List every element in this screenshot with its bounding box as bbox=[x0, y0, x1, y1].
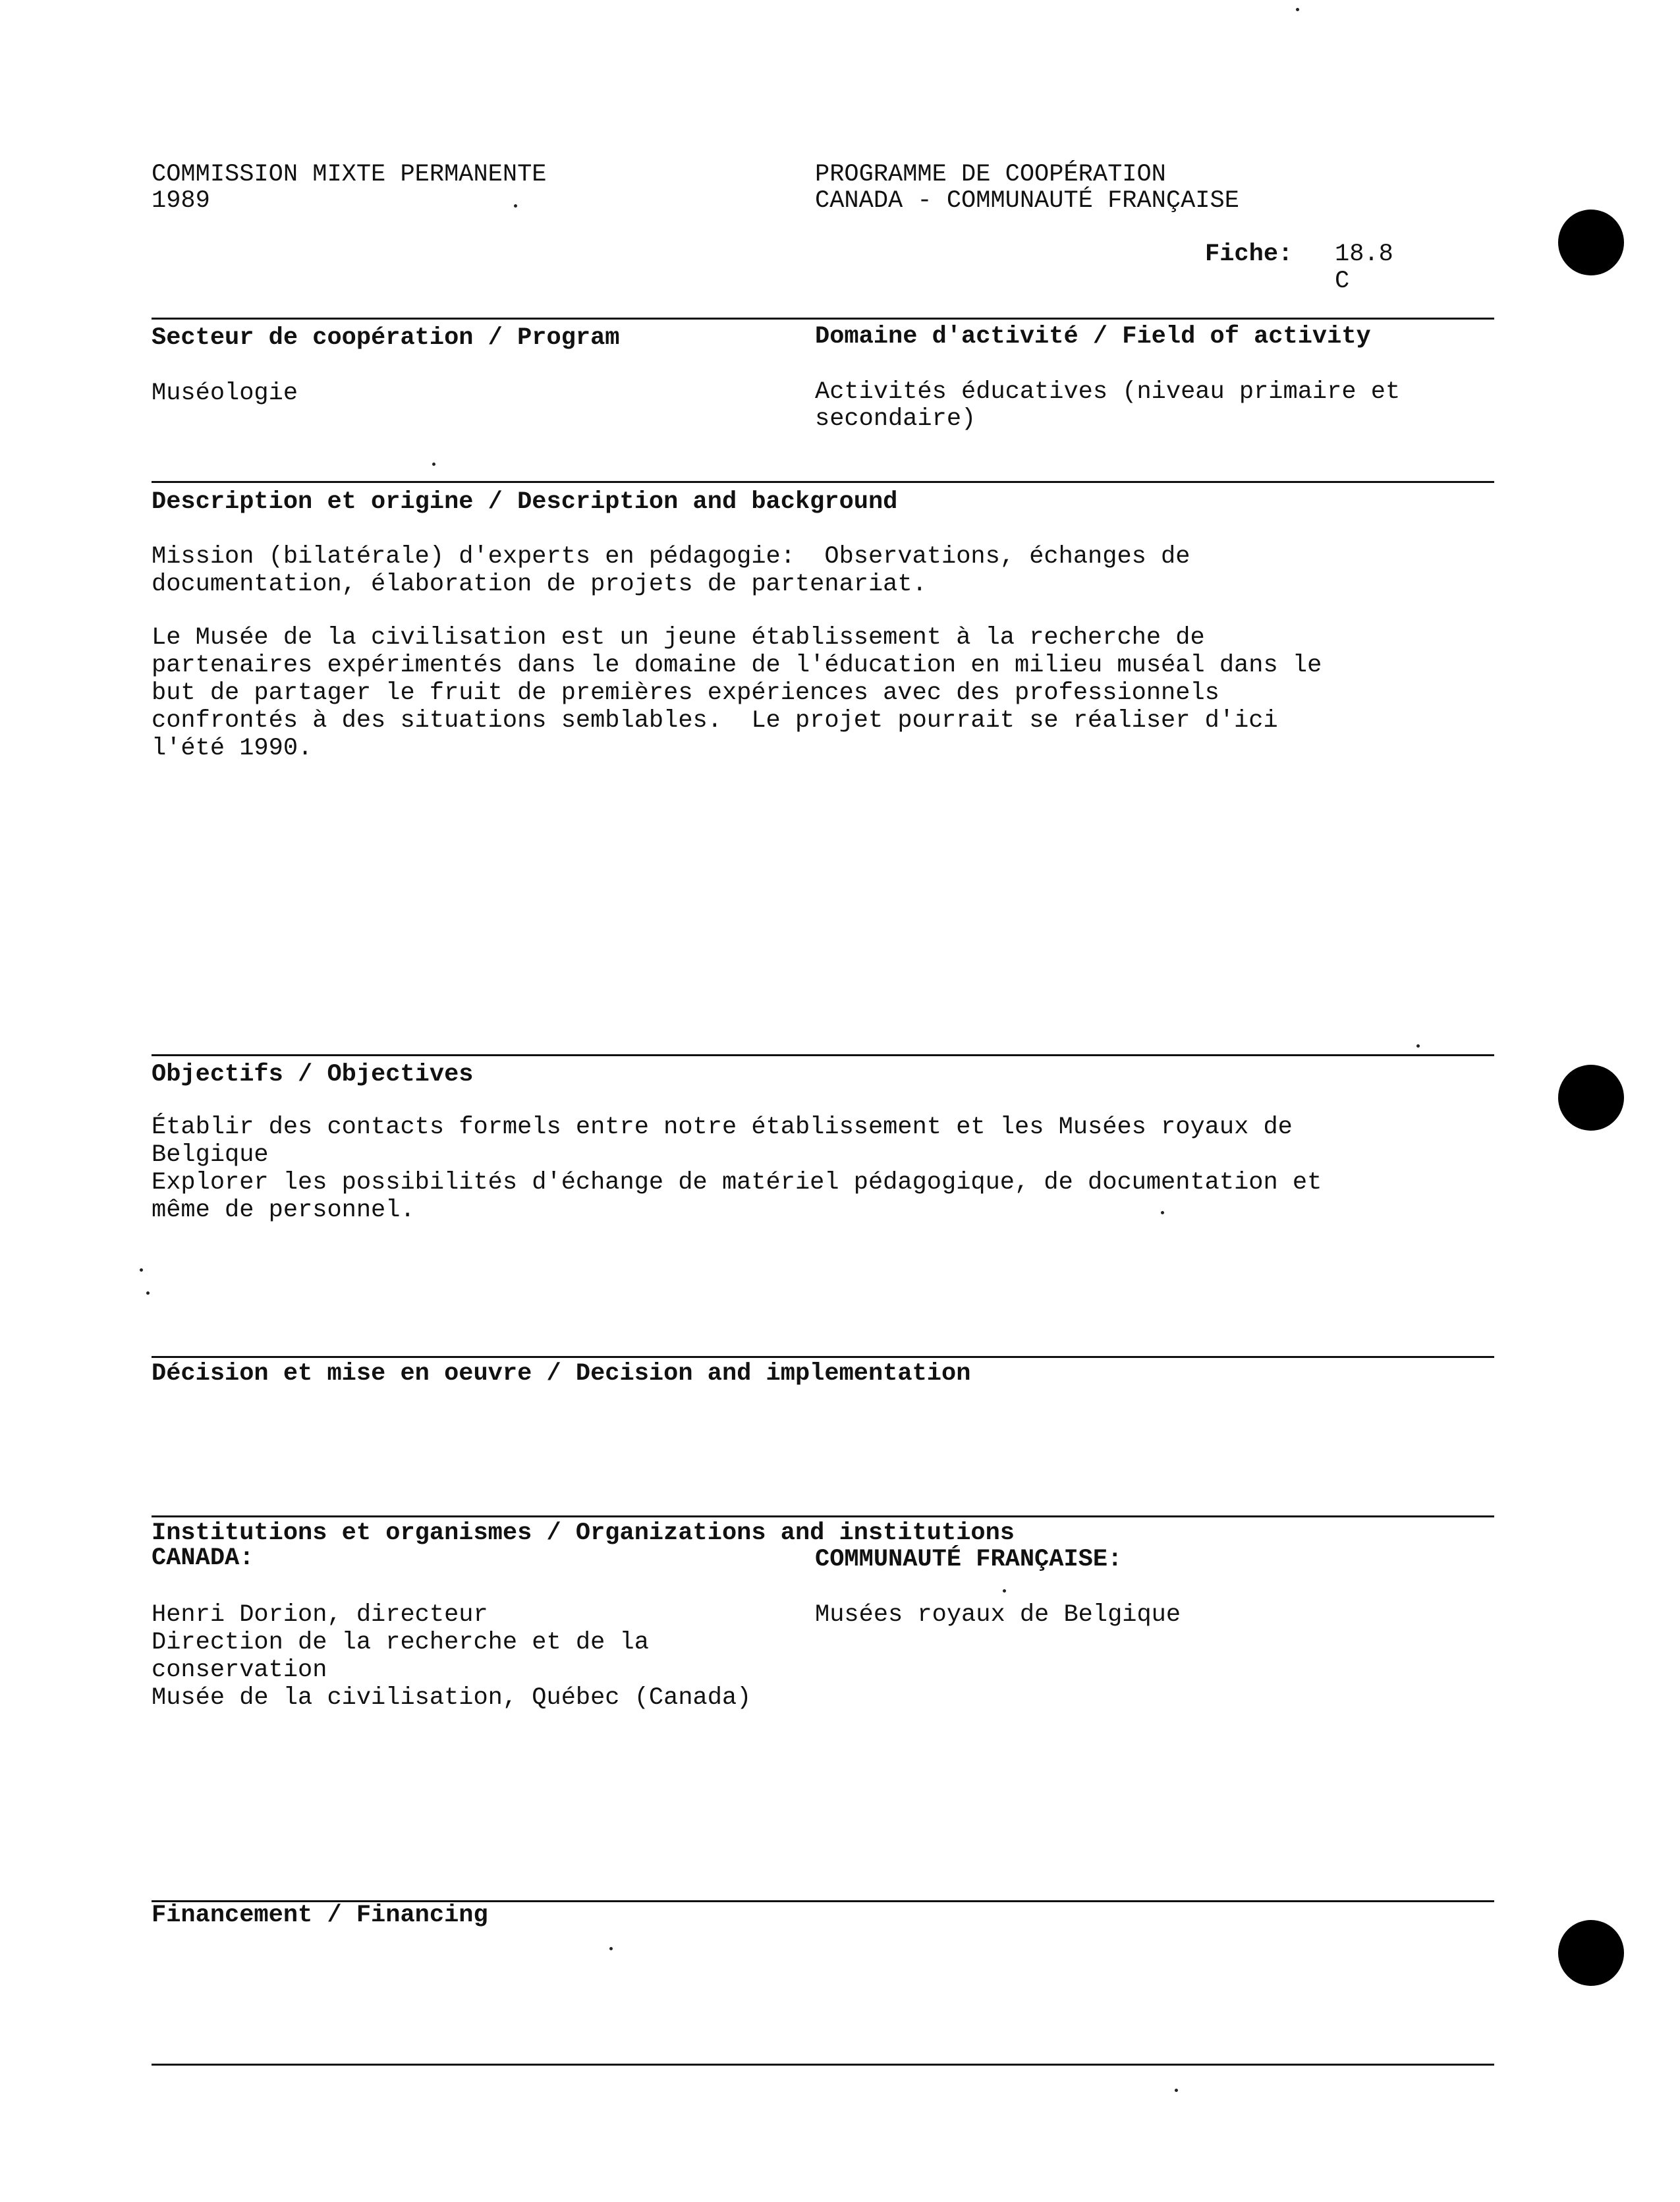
punch-hole-middle bbox=[1558, 1065, 1624, 1131]
scan-speck bbox=[514, 204, 517, 208]
punch-hole-bottom bbox=[1558, 1920, 1624, 1986]
financing-heading: Financement / Financing bbox=[152, 1902, 488, 1929]
canada-institution-details bbox=[152, 1601, 751, 1712]
divider-3 bbox=[152, 1054, 1494, 1056]
divider-7 bbox=[152, 2064, 1494, 2066]
objectives-list bbox=[152, 1114, 1322, 1224]
objectives-line: Explorer les possibilités d'échange de matériel pédagogique, de documentation et bbox=[152, 1169, 1322, 1197]
objectives-line: Établir des contacts formels entre notre établissement et les Musées royaux de bbox=[152, 1114, 1293, 1141]
description-p2-line: partenaires expérimentés dans le domaine de l'éducation en milieu muséal dans le bbox=[152, 652, 1322, 679]
header-left-line2: 1989 bbox=[152, 187, 210, 215]
header-left-line1: COMMISSION MIXTE PERMANENTE bbox=[152, 161, 547, 188]
scan-speck bbox=[1175, 2089, 1178, 2092]
sector-value: Muséologie bbox=[152, 380, 298, 407]
field-label: Domaine d'activité / Field of activity bbox=[815, 323, 1371, 351]
header-right-line2: CANADA - COMMUNAUTÉ FRANÇAISE bbox=[815, 187, 1239, 215]
field-value-line1: Activités éducatives (niveau primaire et bbox=[815, 378, 1401, 406]
decision-heading: Décision et mise en oeuvre / Decision and implementation bbox=[152, 1360, 971, 1388]
canada-label: CANADA: bbox=[152, 1544, 254, 1572]
divider-1 bbox=[152, 318, 1494, 320]
divider-5 bbox=[152, 1515, 1494, 1517]
canada-line: conservation bbox=[152, 1656, 327, 1684]
field-value-line2: secondaire) bbox=[815, 405, 976, 433]
fiche-letter: C bbox=[1335, 268, 1350, 295]
canada-line: Musée de la civilisation, Québec (Canada) bbox=[152, 1684, 752, 1712]
description-p2-line: but de partager le fruit de premières expériences avec des professionnels bbox=[152, 679, 1219, 707]
communaute-francaise-value: Musées royaux de Belgique bbox=[815, 1601, 1181, 1629]
communaute-francaise-label: COMMUNAUTÉ FRANÇAISE: bbox=[815, 1546, 1123, 1573]
scan-speck bbox=[1296, 8, 1299, 11]
fiche-label: Fiche: bbox=[1205, 240, 1293, 268]
description-p2-line: l'été 1990. bbox=[152, 735, 313, 762]
description-paragraph-2 bbox=[152, 624, 1322, 762]
description-p1-line: Mission (bilatérale) d'experts en pédagogie: Observations, échanges de bbox=[152, 543, 1190, 571]
institutions-heading: Institutions et organismes / Organizations and institutions bbox=[152, 1519, 1015, 1547]
objectives-line: Belgique bbox=[152, 1141, 269, 1169]
canada-line: Henri Dorion, directeur bbox=[152, 1601, 488, 1629]
description-p1-line: documentation, élaboration de projets de partenariat. bbox=[152, 571, 927, 598]
scan-speck bbox=[432, 463, 435, 466]
fiche-number: 18.8 bbox=[1335, 240, 1393, 268]
objectives-heading: Objectifs / Objectives bbox=[152, 1061, 474, 1088]
description-p2-line: confrontés à des situations semblables. Le projet pourrait se réaliser d'ici bbox=[152, 707, 1278, 735]
scan-speck bbox=[1416, 1044, 1420, 1048]
scan-speck bbox=[1161, 1211, 1164, 1214]
description-heading: Description et origine / Description and background bbox=[152, 488, 898, 516]
sector-label: Secteur de coopération / Program bbox=[152, 324, 620, 352]
canada-line: Direction de la recherche et de la bbox=[152, 1629, 649, 1656]
divider-4 bbox=[152, 1356, 1494, 1358]
scan-speck bbox=[1003, 1589, 1006, 1593]
description-p2-line: Le Musée de la civilisation est un jeune établissement à la recherche de bbox=[152, 624, 1205, 652]
objectives-line: même de personnel. bbox=[152, 1197, 415, 1224]
divider-2 bbox=[152, 481, 1494, 483]
punch-hole-top bbox=[1558, 210, 1624, 275]
scan-speck bbox=[609, 1947, 613, 1950]
description-paragraph-1 bbox=[152, 543, 1190, 598]
header-right-line1: PROGRAMME DE COOPÉRATION bbox=[815, 161, 1166, 188]
scan-speck bbox=[146, 1291, 150, 1295]
scan-speck bbox=[140, 1268, 143, 1272]
